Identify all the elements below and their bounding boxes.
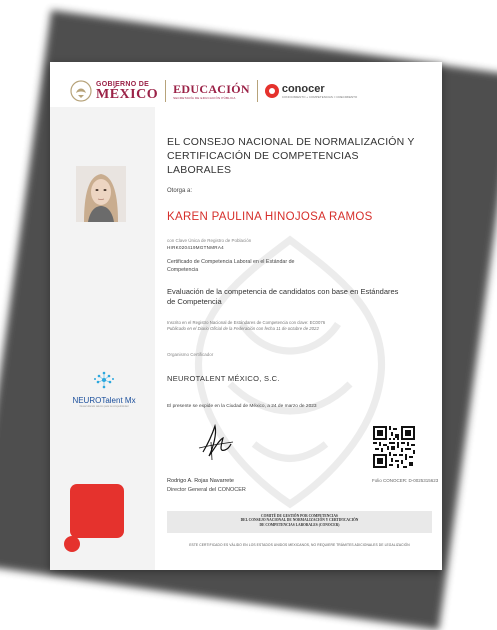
committee-box xyxy=(167,511,432,533)
signer-name: Rodrigo A. Rojas Navarrete xyxy=(167,478,234,484)
red-square-decoration xyxy=(70,484,124,538)
red-dot-decoration xyxy=(64,536,80,552)
educacion-text: EDUCACIÓN xyxy=(173,81,250,96)
signer-title: Director General del CONOCER xyxy=(167,487,246,493)
educacion-logo xyxy=(173,83,250,100)
grants-label: Otorga a: xyxy=(167,188,193,194)
validity-disclaimer: ESTE CERTIFICADO ES VÁLIDO EN LOS ESTADOS UNIDOS MEXICANOS, NO REQUIERE TRÁMITES ADICIONALES DE LEGALIZACIÓN xyxy=(189,543,410,547)
gobierno-big-text: MÉXICO xyxy=(96,86,159,102)
header-separator xyxy=(257,80,258,102)
certificate-type: Certificado de Competencia Laboral en el Estándar de Competencia xyxy=(167,259,295,273)
certifier-name: NEUROTALENT MÉXICO, S.C. xyxy=(167,374,280,383)
neurotalent-name: NEUROTalent Mx xyxy=(72,396,136,405)
header-separator xyxy=(165,80,166,102)
committee-line: DEL CONSEJO NACIONAL DE NORMALIZACIÓN Y CERTIFICACIÓN xyxy=(240,518,359,523)
committee-text xyxy=(167,511,432,527)
neurotalent-logo xyxy=(64,370,144,408)
registry-publication: Publicado en el Diario Oficial de la Federación con fecha 11 de octubre de 2022 xyxy=(167,326,319,331)
conocer-logo xyxy=(265,84,357,99)
folio-number: Folio CONOCER: D-0025315623 xyxy=(372,478,439,483)
recipient-photo xyxy=(76,166,126,222)
registry-info xyxy=(167,320,407,332)
curp-label: con Clave Única de Registro de Población xyxy=(167,238,252,243)
neurotalent-network-icon xyxy=(64,370,144,390)
registry-line: Inscrito en el Registro Nacional de Estándares de Competencia con clave: EC0076 xyxy=(167,320,326,325)
recipient-name: KAREN PAULINA HINOJOSA RAMOS xyxy=(167,211,373,223)
committee-line: COMITÉ DE GESTIÓN POR COMPETENCIAS xyxy=(261,514,338,518)
signature-image xyxy=(195,422,235,462)
qr-code xyxy=(373,426,415,468)
certifier-label: Organismo Certificador xyxy=(167,352,214,357)
certificate xyxy=(50,62,442,570)
competency-standard: Evaluación de la competencia de candidatos con base en Estándares de Competencia xyxy=(167,287,399,306)
place-date: El presente se expide en la Ciudad de México, a 24 de marzo de 2023 xyxy=(167,404,317,409)
gobierno-small-text: GOBIERNO DE xyxy=(96,80,150,88)
conocer-tagline: CONOCIMIENTO + COMPETENCIAS = CRECIMIENTO xyxy=(281,94,358,99)
sep-text: SECRETARÍA DE EDUCACIÓN PÚBLICA xyxy=(173,95,236,100)
eagle-emblem-icon xyxy=(70,80,92,102)
neurotalent-tagline: Desarrollando talento para la competitividad xyxy=(79,405,129,408)
committee-line: DE COMPETENCIAS LABORALES (CONOCER) xyxy=(259,522,340,527)
council-title: EL CONSEJO NACIONAL DE NORMALIZACIÓN Y CERTIFICACIÓN DE COMPETENCIAS LABORALES xyxy=(167,136,415,176)
conocer-text: conocer xyxy=(281,82,325,95)
header-logos xyxy=(70,76,357,106)
gobierno-logo xyxy=(70,80,158,102)
conocer-circle-icon xyxy=(265,84,279,98)
curp-value: HIRK020419MGTNMRA4 xyxy=(167,245,224,250)
